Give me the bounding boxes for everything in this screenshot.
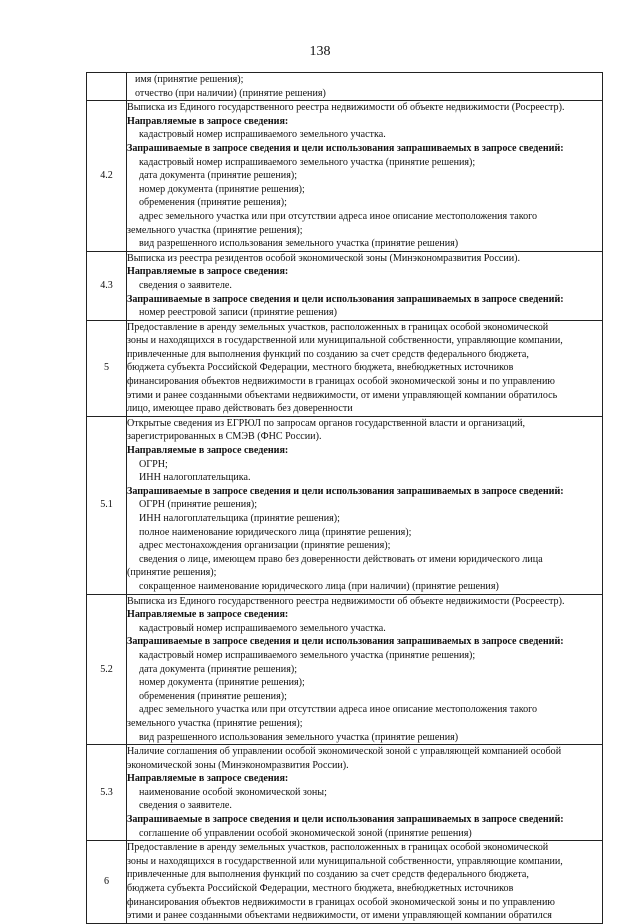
text-line: дата документа (принятие решения); bbox=[139, 663, 298, 675]
text-line: Выписка из Единого государственного реестра недвижимости об объекте недвижимости (Росреестр). bbox=[127, 595, 565, 607]
text-line: бюджета субъекта Российской Федерации, местного бюджета, внебюджетных источников bbox=[127, 883, 514, 895]
text-line: сокращенное наименование юридического лица (при наличии) (принятие решения) bbox=[139, 580, 499, 592]
text-line: кадастровый номер испрашиваемого земельного участка. bbox=[139, 622, 386, 634]
text-line: Выписка из Единого государственного реестра недвижимости об объекте недвижимости (Росреестр). bbox=[127, 102, 565, 114]
text-line: номер документа (принятие решения); bbox=[139, 183, 305, 195]
text-line: кадастровый номер испрашиваемого земельного участка (принятие решения); bbox=[139, 649, 476, 661]
text-line: земельного участка (принятие решения); bbox=[127, 717, 303, 729]
table-row bbox=[87, 841, 603, 924]
text-line: бюджета субъекта Российской Федерации, местного бюджета, внебюджетных источников bbox=[127, 362, 514, 374]
row-number: 5.1 bbox=[87, 416, 127, 594]
row-number: 4.2 bbox=[87, 101, 127, 252]
text-line: обременения (принятие решения); bbox=[139, 197, 287, 209]
text-line: зарегистрированных в СМЭВ (ФНС России). bbox=[127, 431, 322, 443]
text-line: Наличие соглашения об управлении особой экономической зоной с управляющей компанией особой bbox=[127, 746, 562, 758]
table-row bbox=[87, 73, 603, 101]
row-content bbox=[127, 251, 603, 320]
text-line: вид разрешенного использования земельного участка (принятие решения) bbox=[139, 238, 459, 250]
section-heading: Направляемые в запросе сведения: bbox=[127, 609, 289, 621]
row-number: 5 bbox=[87, 320, 127, 416]
row-number: 6 bbox=[87, 841, 127, 924]
row-number: 4.3 bbox=[87, 251, 127, 320]
row-content bbox=[127, 841, 603, 924]
text-line: этими и ранее созданными объектами недвижимости, от имени управляющей компании обратилось bbox=[127, 389, 558, 401]
text-line: привлеченные для выполнения функций по созданию за счет средств федерального бюджета, bbox=[127, 869, 529, 881]
row-number: 5.2 bbox=[87, 594, 127, 745]
text-line: номер реестровой записи (принятие решения) bbox=[139, 307, 337, 319]
table-row bbox=[87, 594, 603, 745]
text-line: (принятие решения); bbox=[127, 567, 217, 579]
section-heading: Запрашиваемые в запросе сведения и цели использования запрашиваемых в запросе сведений: bbox=[127, 636, 564, 648]
text-line: отчество (при наличии) (принятие решения) bbox=[135, 87, 326, 99]
text-line: финансирования объектов недвижимости в границах особой экономической зоны и по управлению bbox=[127, 896, 555, 908]
text-line: сведения о заявителе. bbox=[139, 279, 232, 291]
section-heading: Запрашиваемые в запросе сведения и цели использования запрашиваемых в запросе сведений: bbox=[127, 142, 564, 154]
text-line: ИНН налогоплательщика (принятие решения); bbox=[139, 513, 340, 524]
section-heading: Запрашиваемые в запросе сведения и цели использования запрашиваемых в запросе сведений: bbox=[127, 293, 564, 305]
text-line: Выписка из реестра резидентов особой экономической зоны (Минэкономразвития России). bbox=[127, 252, 521, 264]
text-line: лицо, имеющее право действовать без доверенности bbox=[127, 403, 353, 415]
text-line: экономической зоны (Минэкономразвития России). bbox=[127, 759, 349, 771]
text-line: зоны и находящихся в государственной или муниципальной собственности, управляющие компании, bbox=[127, 335, 563, 347]
text-line: Предоставление в аренду земельных участков, расположенных в границах особой экономической bbox=[127, 321, 549, 333]
text-line: ИНН налогоплательщика. bbox=[139, 472, 251, 484]
table-row bbox=[87, 416, 603, 594]
table-row bbox=[87, 320, 603, 416]
text-line: кадастровый номер испрашиваемого земельного участка. bbox=[139, 129, 386, 141]
text-line: кадастровый номер испрашиваемого земельного участка (принятие решения); bbox=[139, 156, 476, 168]
text-line: адрес местонахождения организации (принятие решения); bbox=[139, 540, 391, 552]
requirements-table bbox=[86, 72, 603, 924]
text-line: обременения (принятие решения); bbox=[139, 690, 287, 702]
row-number bbox=[87, 73, 127, 101]
text-line: дата документа (принятие решения); bbox=[139, 170, 298, 182]
text-line: наименование особой экономической зоны; bbox=[139, 786, 327, 798]
section-heading: Направляемые в запросе сведения: bbox=[127, 266, 289, 278]
text-line: сведения о заявителе. bbox=[139, 800, 232, 812]
text-line: полное наименование юридического лица (принятие решения); bbox=[139, 526, 412, 538]
row-content bbox=[127, 745, 603, 841]
row-content bbox=[127, 594, 603, 745]
table-row bbox=[87, 101, 603, 252]
page-number: 138 bbox=[309, 44, 331, 59]
text-line: финансирования объектов недвижимости в границах особой экономической зоны и по управлению bbox=[127, 376, 555, 388]
section-heading: Запрашиваемые в запросе сведения и цели использования запрашиваемых в запросе сведений: bbox=[127, 485, 564, 497]
section-heading: Направляемые в запросе сведения: bbox=[127, 773, 289, 785]
text-line: имя (принятие решения); bbox=[135, 74, 244, 85]
text-line: зоны и находящихся в государственной или муниципальной собственности, управляющие компании, bbox=[127, 855, 563, 867]
text-line: номер документа (принятие решения); bbox=[139, 677, 305, 689]
row-content bbox=[127, 320, 603, 416]
text-line: земельного участка (принятие решения); bbox=[127, 224, 303, 236]
text-line: Открытые сведения из ЕГРЮЛ по запросам органов государственной власти и организаций, bbox=[127, 417, 526, 429]
row-content bbox=[127, 101, 603, 252]
row-content bbox=[127, 73, 603, 101]
table-row bbox=[87, 745, 603, 841]
text-line: этими и ранее созданными объектами недвижимости, от имени управляющей компании обратился bbox=[127, 910, 552, 922]
text-line: привлеченные для выполнения функций по созданию за счет средств федерального бюджета, bbox=[127, 348, 529, 360]
row-content bbox=[127, 416, 603, 594]
section-heading: Запрашиваемые в запросе сведения и цели использования запрашиваемых в запросе сведений: bbox=[127, 814, 564, 826]
text-line: адрес земельного участка или при отсутствии адреса иное описание местоположения такого bbox=[139, 704, 538, 716]
row-number: 5.3 bbox=[87, 745, 127, 841]
text-line: вид разрешенного использования земельного участка (принятие решения) bbox=[139, 731, 459, 743]
text-line: Предоставление в аренду земельных участков, расположенных в границах особой экономической bbox=[127, 842, 549, 854]
text-line: ОГРН (принятие решения); bbox=[139, 499, 258, 511]
text-line: сведения о лице, имеющем право без доверенности действовать от имени юридического лица bbox=[139, 553, 543, 565]
table-row bbox=[87, 251, 603, 320]
text-line: ОГРН; bbox=[139, 458, 168, 470]
section-heading: Направляемые в запросе сведения: bbox=[127, 115, 289, 127]
text-line: адрес земельного участка или при отсутствии адреса иное описание местоположения такого bbox=[139, 210, 538, 222]
text-line: соглашение об управлении особой экономической зоной (принятие решения) bbox=[139, 827, 472, 839]
section-heading: Направляемые в запросе сведения: bbox=[127, 445, 289, 457]
